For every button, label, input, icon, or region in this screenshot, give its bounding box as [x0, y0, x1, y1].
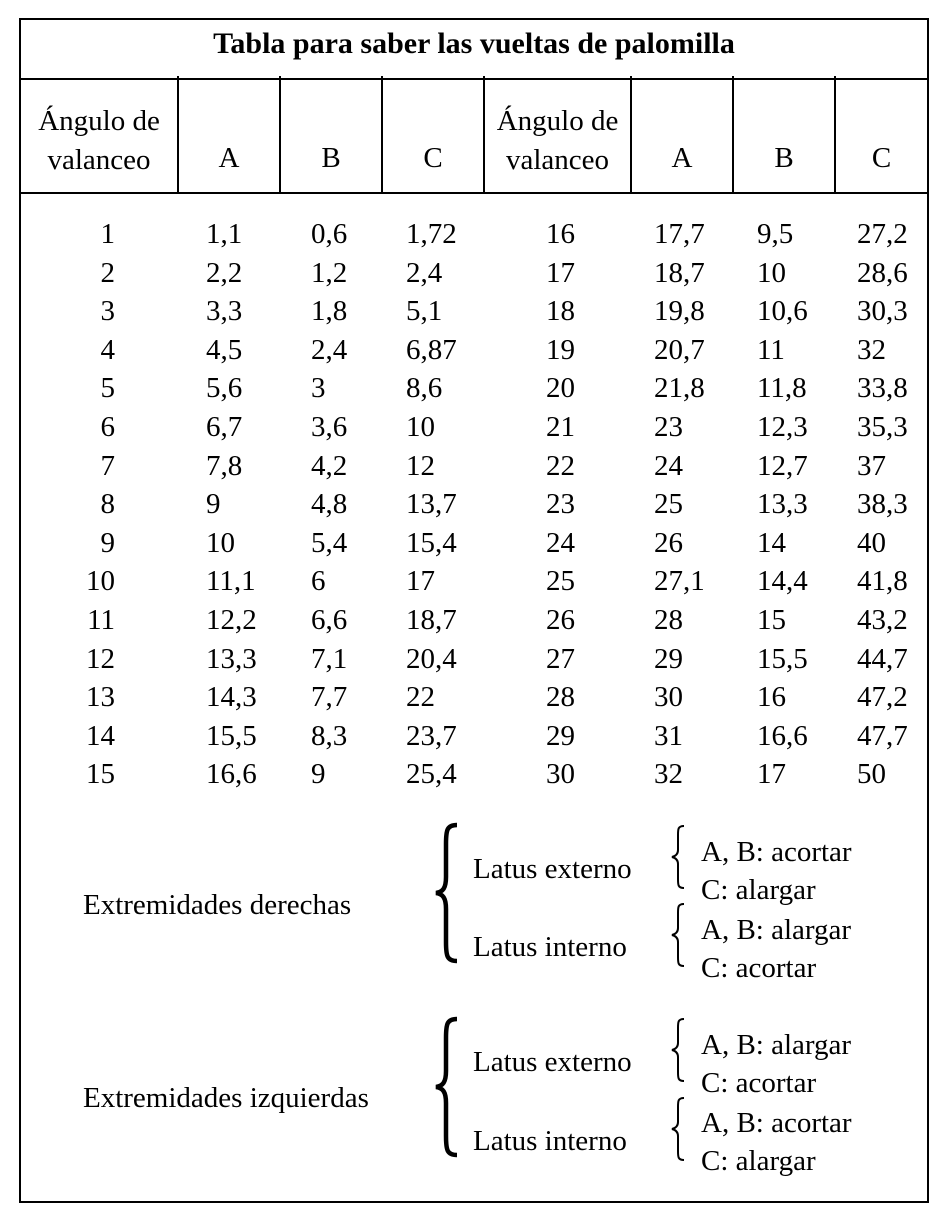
cell-ang: 27 — [546, 642, 575, 675]
cell-c: 6,87 — [406, 333, 457, 366]
header-angle-2 — [485, 76, 632, 192]
header-row — [21, 76, 927, 194]
cell-ang: 28 — [546, 681, 575, 714]
cell-ang: 22 — [546, 449, 575, 482]
cell-c: 40 — [857, 526, 886, 559]
cell-b: 12,3 — [757, 411, 808, 443]
cell-b: 4,8 — [311, 488, 348, 521]
cell-ang: 7 — [100, 449, 115, 482]
cell-c: 43,2 — [857, 604, 908, 636]
brace-small-icon — [670, 902, 686, 968]
cell-a: 10 — [206, 526, 235, 559]
cell-a: 29 — [654, 642, 683, 675]
cell-b: 10,6 — [757, 295, 808, 328]
table-row — [21, 447, 927, 486]
header-b-1: B — [281, 76, 383, 192]
cell-b: 8,3 — [311, 719, 348, 752]
cell-c: 33,8 — [857, 372, 908, 405]
cell-c: 12 — [406, 449, 435, 482]
cell-b: 15,5 — [757, 642, 808, 675]
cell-a: 9 — [206, 488, 221, 521]
header-a-1: A — [179, 76, 281, 192]
cell-c: 18,7 — [406, 604, 457, 636]
cell-c: 44,7 — [857, 642, 908, 675]
legend-right-externo-label: Latus externo — [473, 853, 632, 885]
legend-right-label: Extremidades derechas — [83, 889, 352, 921]
cell-b: 3 — [311, 372, 326, 405]
header-angle-line1: Ángulo de — [496, 105, 619, 137]
cell-b: 1,2 — [311, 256, 348, 289]
brace-small-icon — [670, 824, 686, 890]
header-angle-line2: valanceo — [505, 144, 610, 176]
brace-big-icon — [433, 1016, 461, 1158]
cell-ang: 30 — [546, 758, 575, 791]
cell-c: 27,2 — [857, 218, 908, 250]
cell-a: 31 — [654, 719, 683, 752]
legend-right-externo-line1: A, B: acortar — [701, 836, 852, 868]
cell-ang: 11 — [87, 604, 115, 636]
cell-a: 27,1 — [654, 565, 705, 598]
header-c-2: C — [871, 142, 892, 174]
cell-b: 10 — [757, 256, 786, 289]
cell-a: 15,5 — [206, 719, 257, 752]
legend-right-interno-line1: A, B: alargar — [701, 914, 852, 946]
cell-ang: 8 — [100, 488, 115, 521]
cell-ang: 4 — [100, 333, 115, 366]
cell-a: 30 — [654, 681, 683, 714]
cell-c: 38,3 — [857, 488, 908, 521]
cell-a: 7,8 — [206, 449, 243, 482]
cell-b: 16 — [757, 681, 786, 714]
cell-ang: 15 — [86, 758, 115, 791]
cell-b: 3,6 — [311, 411, 348, 443]
cell-c: 15,4 — [406, 526, 457, 559]
cell-c: 5,1 — [406, 295, 443, 328]
cell-c: 1,72 — [406, 218, 457, 250]
cell-b: 11 — [757, 333, 785, 366]
legend-left-externo-line1: A, B: alargar — [701, 1029, 852, 1061]
table-row — [21, 678, 927, 717]
table-row — [21, 369, 927, 408]
cell-c: 20,4 — [406, 642, 457, 675]
cell-ang: 19 — [546, 333, 575, 366]
cell-b: 13,3 — [757, 488, 808, 521]
cell-ang: 24 — [546, 526, 575, 559]
cell-a: 13,3 — [206, 642, 257, 675]
table-row — [21, 601, 927, 640]
table-row — [21, 562, 927, 601]
header-angle-line2: valanceo — [47, 144, 151, 176]
cell-c: 13,7 — [406, 488, 457, 521]
table-row — [21, 331, 927, 370]
legend-left-interno-line1: A, B: acortar — [701, 1107, 852, 1139]
cell-a: 24 — [654, 449, 683, 482]
cell-a: 16,6 — [206, 758, 257, 791]
cell-a: 4,5 — [206, 333, 243, 366]
cell-ang: 2 — [100, 256, 115, 289]
table-row — [21, 485, 927, 524]
cell-a: 12,2 — [206, 604, 257, 636]
cell-a: 32 — [654, 758, 683, 791]
cell-ang: 3 — [100, 295, 115, 328]
cell-a: 26 — [654, 526, 683, 559]
cell-a: 28 — [654, 604, 683, 636]
header-a-2: A — [632, 76, 734, 192]
cell-b: 14 — [757, 526, 786, 559]
cell-a: 18,7 — [654, 256, 705, 289]
brace-small-icon — [670, 1096, 686, 1162]
cell-ang: 5 — [100, 372, 115, 405]
table-row — [21, 640, 927, 679]
table-row — [21, 292, 927, 331]
brace-big-icon — [433, 822, 461, 964]
cell-ang: 18 — [546, 295, 575, 328]
cell-ang: 20 — [546, 372, 575, 405]
cell-c: 25,4 — [406, 758, 457, 791]
cell-ang: 1 — [100, 218, 115, 250]
cell-a: 25 — [654, 488, 683, 521]
table-row — [21, 215, 927, 254]
cell-c: 2,4 — [406, 256, 443, 289]
header-c-1: C — [383, 76, 485, 192]
legend-left-externo-label: Latus externo — [473, 1046, 632, 1078]
legend-left-externo-line2: C: acortar — [701, 1067, 817, 1099]
cell-b: 6 — [311, 565, 326, 598]
header-angle-1 — [21, 76, 179, 192]
cell-a: 11,1 — [206, 565, 256, 598]
cell-c: 23,7 — [406, 719, 457, 752]
cell-c: 22 — [406, 681, 435, 714]
cell-b: 16,6 — [757, 719, 808, 752]
cell-a: 3,3 — [206, 295, 243, 328]
cell-b: 11,8 — [757, 372, 807, 405]
table-row — [21, 717, 927, 756]
header-angle-line1: Ángulo de — [38, 105, 160, 137]
cell-c: 10 — [406, 411, 435, 443]
cell-b: 9 — [311, 758, 326, 791]
cell-c: 30,3 — [857, 295, 908, 328]
cell-b: 5,4 — [311, 526, 348, 559]
cell-b: 15 — [757, 604, 786, 636]
cell-b: 6,6 — [311, 604, 348, 636]
cell-b: 17 — [757, 758, 786, 791]
cell-a: 5,6 — [206, 372, 243, 405]
cell-ang: 9 — [100, 526, 115, 559]
cell-a: 6,7 — [206, 411, 243, 443]
cell-ang: 10 — [86, 565, 115, 598]
table-frame — [19, 18, 929, 1203]
cell-b: 4,2 — [311, 449, 348, 482]
cell-a: 23 — [654, 411, 683, 443]
cell-c: 47,2 — [857, 681, 908, 714]
table-title: Tabla para saber las vueltas de palomilla — [21, 20, 927, 80]
cell-ang: 14 — [86, 719, 115, 752]
cell-ang: 6 — [100, 411, 115, 443]
table-row — [21, 254, 927, 293]
cell-c: 28,6 — [857, 256, 908, 289]
cell-a: 1,1 — [206, 218, 243, 250]
cell-ang: 21 — [546, 411, 575, 443]
legend-left-interno-line2: C: alargar — [701, 1145, 816, 1177]
cell-c: 50 — [857, 758, 886, 791]
cell-a: 20,7 — [654, 333, 705, 366]
legend-right-interno-line2: C: acortar — [701, 952, 817, 984]
cell-b: 1,8 — [311, 295, 348, 328]
legend-right-externo-line2: C: alargar — [701, 874, 816, 906]
cell-ang: 17 — [546, 256, 575, 289]
cell-b: 14,4 — [757, 565, 808, 598]
cell-b: 7,7 — [311, 681, 348, 714]
cell-ang: 12 — [86, 642, 115, 675]
cell-a: 21,8 — [654, 372, 705, 405]
cell-a: 17,7 — [654, 218, 705, 250]
cell-b: 2,4 — [311, 333, 348, 366]
cell-c: 35,3 — [857, 411, 908, 443]
table-row — [21, 524, 927, 563]
header-b-2: B — [734, 76, 836, 192]
cell-ang: 13 — [86, 681, 115, 714]
cell-a: 14,3 — [206, 681, 257, 714]
cell-c: 41,8 — [857, 565, 908, 598]
cell-a: 2,2 — [206, 256, 243, 289]
cell-ang: 23 — [546, 488, 575, 521]
cell-b: 9,5 — [757, 218, 794, 250]
table-row — [21, 755, 927, 794]
cell-ang: 16 — [546, 218, 575, 250]
brace-small-icon — [670, 1017, 686, 1083]
cell-a: 19,8 — [654, 295, 705, 328]
cell-c: 8,6 — [406, 372, 443, 405]
legend-left-label: Extremidades izquierdas — [83, 1082, 369, 1114]
cell-b: 7,1 — [311, 642, 348, 675]
cell-ang: 29 — [546, 719, 575, 752]
cell-ang: 25 — [546, 565, 575, 598]
cell-c: 17 — [406, 565, 435, 598]
cell-c: 37 — [857, 449, 886, 482]
legend-right-interno-label: Latus interno — [473, 931, 627, 963]
cell-c: 32 — [857, 333, 886, 366]
legend-left-interno-label: Latus interno — [473, 1125, 627, 1157]
cell-ang: 26 — [546, 604, 575, 636]
table-row — [21, 408, 927, 447]
cell-b: 0,6 — [311, 218, 348, 250]
cell-c: 47,7 — [857, 719, 908, 752]
cell-b: 12,7 — [757, 449, 808, 482]
